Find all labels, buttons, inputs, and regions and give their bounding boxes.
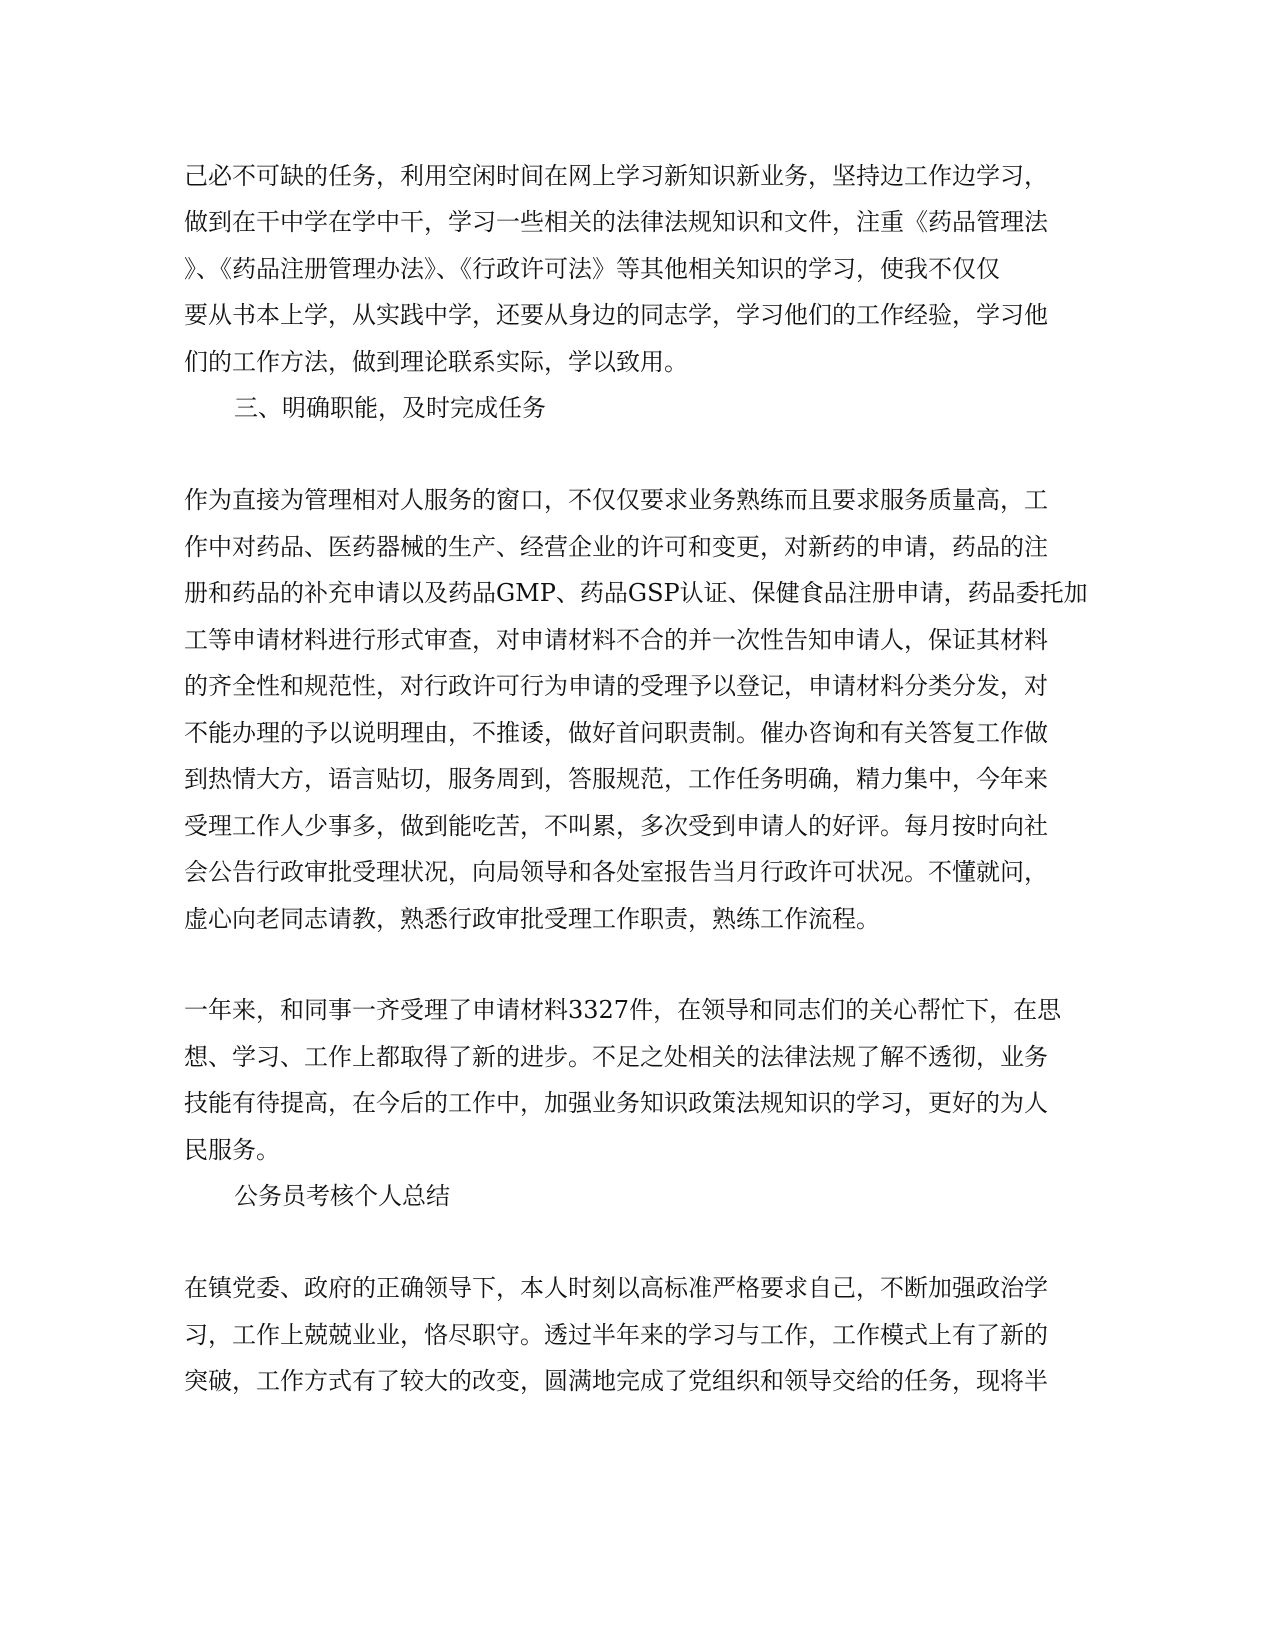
text-line: 技能有待提高，在今后的工作中，加强业务知识政策法规知识的学习，更好的为人 [184, 1089, 1048, 1117]
section-heading: 三、明确职能，及时完成任务 [234, 394, 546, 422]
text-line: 受理工作人少事多，做到能吃苦，不叫累，多次受到申请人的好评。每月按时向社 [184, 812, 1048, 840]
text-line: 虚心向老同志请教，熟悉行政审批受理工作职责，熟练工作流程。 [184, 905, 880, 933]
text-line: 突破，工作方式有了较大的改变，圆满地完成了党组织和领导交给的任务，现将半 [184, 1367, 1048, 1395]
text-line: 会公告行政审批受理状况，向局领导和各处室报告当月行政许可状况。不懂就问， [184, 858, 1048, 886]
text-line: 的齐全性和规范性，对行政许可行为申请的受理予以登记，申请材料分类分发，对 [184, 672, 1048, 700]
text-line: 在镇党委、政府的正确领导下，本人时刻以高标准严格要求自己，不断加强政治学 [184, 1274, 1048, 1302]
text-line: 习，工作上兢兢业业，恪尽职守。透过半年来的学习与工作，工作模式上有了新的 [184, 1321, 1048, 1349]
text-line: 一年来，和同事一齐受理了申请材料3327件，在领导和同志们的关心帮忙下，在思 [184, 996, 1062, 1024]
text-line: 作中对药品、医药器械的生产、经营企业的许可和变更，对新药的申请，药品的注 [184, 533, 1048, 561]
section-heading: 公务员考核个人总结 [234, 1182, 450, 1210]
text-line: 工等申请材料进行形式审查，对申请材料不合的并一次性告知申请人，保证其材料 [184, 626, 1048, 654]
text-line: 册和药品的补充申请以及药品GMP、药品GSP认证、保健食品注册申请，药品委托加 [184, 579, 1088, 607]
text-line: 做到在干中学在学中干，学习一些相关的法律法规知识和文件，注重《药品管理法 [184, 208, 1048, 236]
text-line: 想、学习、工作上都取得了新的进步。不足之处相关的法律法规了解不透彻，业务 [184, 1043, 1048, 1071]
text-line: 》、《药品注册管理办法》、《行政许可法》等其他相关知识的学习，使我不仅仅 [184, 255, 1000, 283]
text-line: 到热情大方，语言贴切，服务周到，答服规范，工作任务明确，精力集中，今年来 [184, 765, 1048, 793]
text-line: 民服务。 [184, 1136, 280, 1164]
text-line: 不能办理的予以说明理由，不推诿，做好首问职责制。催办咨询和有关答复工作做 [184, 719, 1048, 747]
text-line: 己必不可缺的任务，利用空闲时间在网上学习新知识新业务，坚持边工作边学习， [184, 162, 1048, 190]
text-line: 要从书本上学，从实践中学，还要从身边的同志学，学习他们的工作经验，学习他 [184, 301, 1048, 329]
text-line: 们的工作方法，做到理论联系实际，学以致用。 [184, 348, 688, 376]
text-line: 作为直接为管理相对人服务的窗口，不仅仅要求业务熟练而且要求服务质量高，工 [184, 486, 1048, 514]
